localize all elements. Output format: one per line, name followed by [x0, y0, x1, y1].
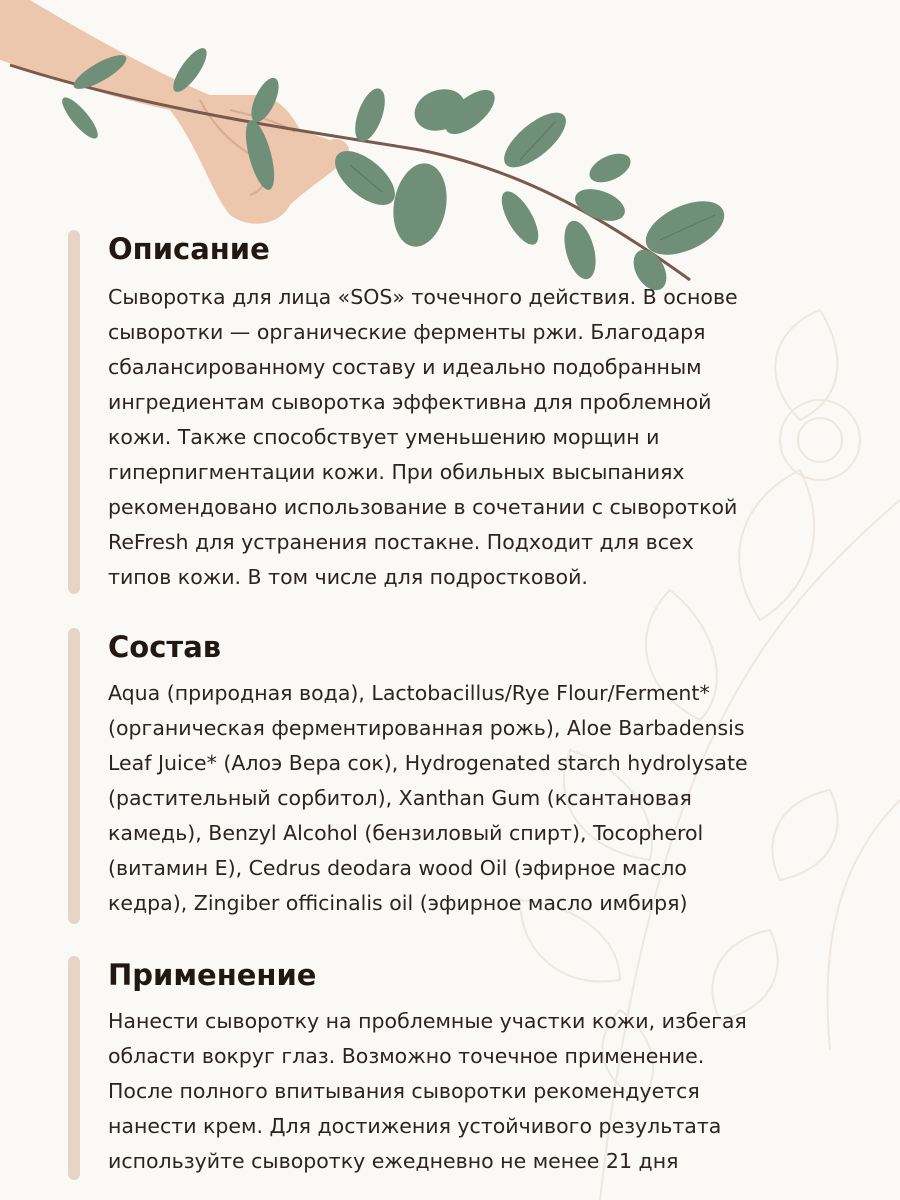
- description-title: Описание: [108, 232, 270, 266]
- composition-section: [68, 628, 858, 924]
- description-text: Сыворотка для лица «SOS» точечного действия. В основе сыворотки — органические ферменты ржи. Благодаря сбалансированному составу и идеально подобранным ингредиентам сыворотка эффективна для проблемной кожи. Также способствует уменьшению морщин и гиперпигментации кожи. При обильных высыпаниях рекомендовано использование в сочетании с сывороткой ReFresh для устранения постакне. Подходит для всех типов кожи. В том числе для подростковой.: [108, 285, 738, 589]
- usage-section: [68, 956, 858, 1180]
- section-accent-bar: [68, 230, 80, 594]
- section-accent-bar: [68, 628, 80, 924]
- composition-title: Состав: [108, 630, 222, 664]
- section-accent-bar: [68, 956, 80, 1180]
- description-section: [68, 230, 858, 594]
- composition-text: Aqua (природная вода), Lactobacillus/Rye Flour/Ferment* (органическая ферментированная рожь), Aloe Barbadensis Leaf Juice* (Алоэ Вера сок), Hydrogenated starch hydrolysate (растительный сорбитол), Xanthan Gum (ксантановая камедь), Benzyl Alcohol (бензиловый спирт), Tocopherol (витамин Е), Cedrus deodara wood Oil (эфирное масло кедра), Zingiber officinalis oil (эфирное масло имбиря): [108, 681, 748, 915]
- usage-title: Применение: [108, 958, 317, 992]
- usage-text: Нанести сыворотку на проблемные участки кожи, избегая области вокруг глаз. Возможно точечное применение. После полного впитывания сыворотки рекомендуется нанести крем. Для достижения устойчивого результата используйте сыворотку ежедневно не менее 21 дня: [108, 1009, 747, 1173]
